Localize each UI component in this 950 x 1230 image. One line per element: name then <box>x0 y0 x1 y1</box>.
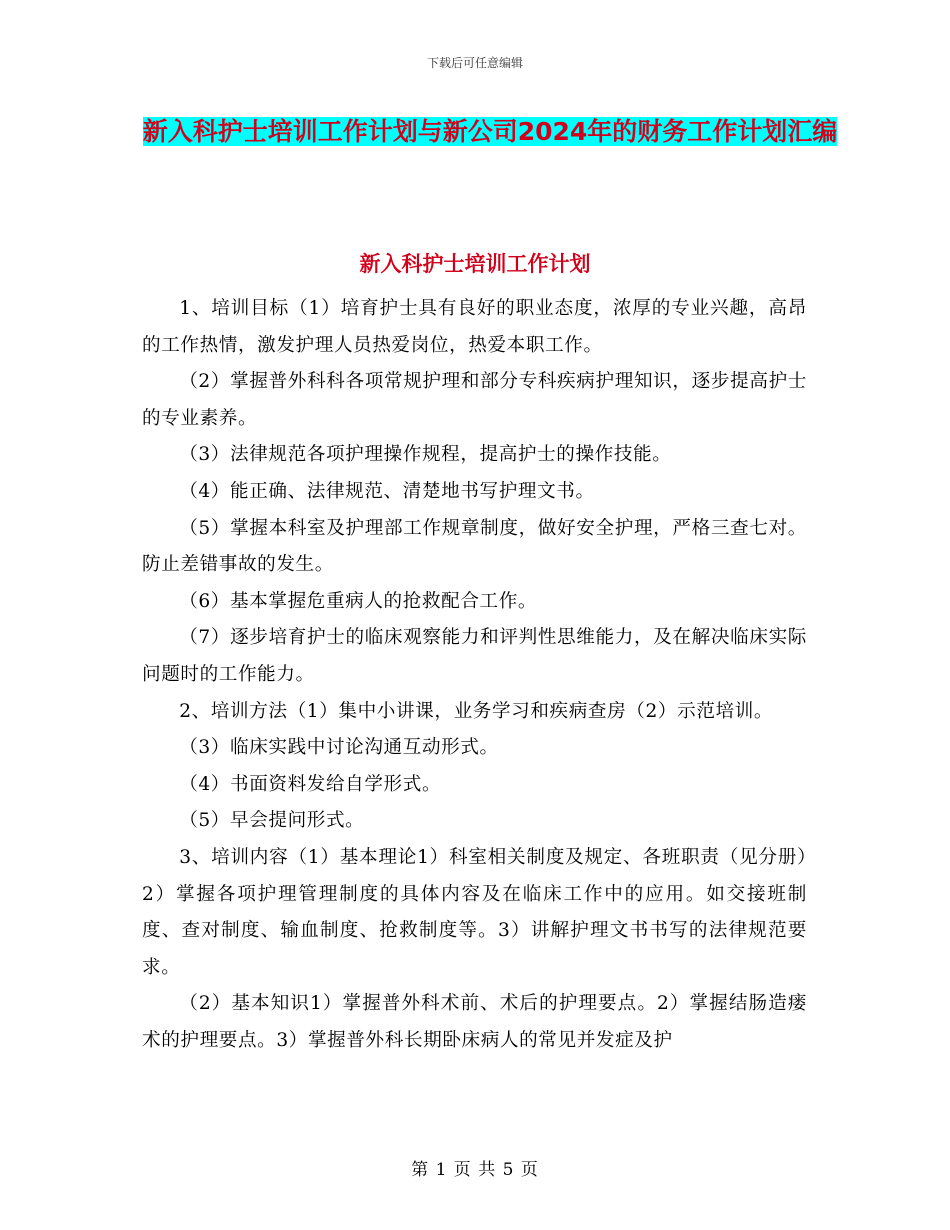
paragraph: （4）能正确、法律规范、清楚地书写护理文书。 <box>179 480 595 502</box>
section-title: 新入科护士培训工作计划 <box>359 252 591 276</box>
header-note: 下载后可任意编辑 <box>426 56 523 70</box>
paragraph: 2、培训方法（1）集中小讲课，业务学习和疾病查房（2）示范培训。 <box>179 700 774 722</box>
paragraph: 1、培训目标（1）培育护士具有良好的职业态度，浓厚的专业兴趣，高昂的工作热情，激发护理人员热爱岗位，热爱本职工作。 <box>142 298 807 356</box>
paragraph: （5）早会提问形式。 <box>179 810 365 832</box>
paragraph: （2）基本知识1）掌握普外科术前、术后的护理要点。2）掌握结肠造瘘术的护理要点。3）掌握普外科长期卧床病人的常见并发症及护 <box>142 993 807 1051</box>
paragraph: （3）临床实践中讨论沟通互动形式。 <box>179 737 499 759</box>
paragraph: （5）掌握本科室及护理部工作规章制度，做好安全护理，严格三查七对。防止差错事故的发生。 <box>142 517 807 576</box>
page-number-footer: 第 1 页 共 5 页 <box>411 1160 539 1180</box>
paragraph: （2）掌握普外科科各项常规护理和部分专科疾病护理知识，逐步提高护士的专业素养。 <box>142 371 807 429</box>
paragraph: （3）法律规范各项护理操作规程，提高护士的操作技能。 <box>179 444 672 466</box>
paragraph: （6）基本掌握危重病人的抢救配合工作。 <box>179 590 538 612</box>
document-title <box>140 108 840 156</box>
document-body <box>142 291 807 1059</box>
paragraph: （7）逐步培育护士的临床观察能力和评判性思维能力，及在解决临床实际问题时的工作能力。 <box>142 627 807 685</box>
paragraph: 3、培训内容（1）基本理论1）科室相关制度及规定、各班职责（见分册）2）掌握各项护理管理制度的具体内容及在临床工作中的应用。如交接班制度、查对制度、输血制度、抢救制度等。3）讲解护理文书书写的法律规范要求。 <box>142 846 807 978</box>
document-title-text: 新入科护士培训工作计划与新公司2024年的财务工作计划汇编 <box>142 117 838 146</box>
paragraph: （4）书面资料发给自学形式。 <box>179 773 442 795</box>
